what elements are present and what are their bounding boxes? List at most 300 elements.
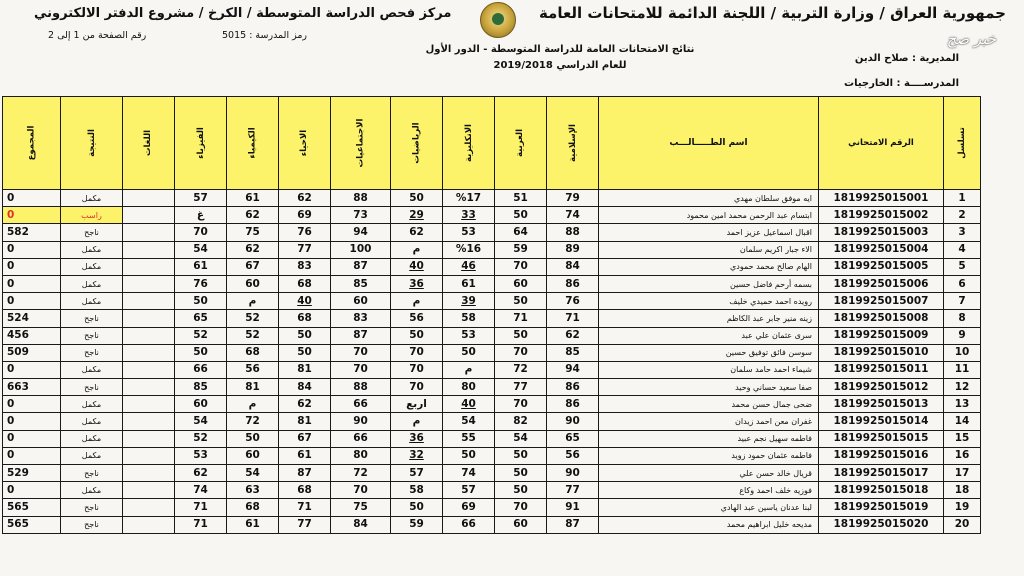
cell-physics: 50 [175,293,227,310]
cell-languages [123,207,175,224]
cell-result: ناجح [61,310,123,327]
cell-languages [123,344,175,361]
col-header-exam-no: الرقم الامتحاني [819,97,944,190]
cell-english: 33 [443,207,495,224]
ministry-heading: جمهورية العراق / وزارة التربية / اللجنة الدائمة للامتحانات العامة [538,4,1006,22]
cell-chemistry: 52 [227,310,279,327]
cell-math: 40 [391,258,443,275]
cell-result: ناجح [61,465,123,482]
cell-english: 69 [443,499,495,516]
cell-physics: 71 [175,516,227,533]
cell-islamic: 76 [547,293,599,310]
cell-exam-no: 1819925015010 [819,344,944,361]
cell-islamic: 86 [547,396,599,413]
cell-exam-no: 1819925015012 [819,379,944,396]
cell-serial: 15 [944,430,981,447]
col-header-name: اسم الطـــــالـــب [599,97,819,190]
cell-physics: 70 [175,224,227,241]
cell-islamic: 86 [547,275,599,292]
cell-serial: 12 [944,379,981,396]
cell-social: 83 [331,310,391,327]
cell-math: 50 [391,327,443,344]
cell-result: ناجح [61,379,123,396]
cell-english: %16 [443,241,495,258]
cell-exam-no: 1819925015018 [819,482,944,499]
cell-english: 53 [443,224,495,241]
cell-total: 0 [3,258,61,275]
cell-social: 87 [331,327,391,344]
cell-result: مكمل [61,482,123,499]
cell-result: مكمل [61,396,123,413]
cell-english: 66 [443,516,495,533]
cell-chemistry: 68 [227,344,279,361]
cell-english: م [443,361,495,378]
cell-islamic: 84 [547,258,599,275]
cell-name: اقبال اسماعيل عزيز احمد [599,224,819,241]
cell-islamic: 79 [547,190,599,207]
cell-total: 663 [3,379,61,396]
cell-arabic: 70 [495,344,547,361]
cell-english: 50 [443,344,495,361]
cell-physics: 50 [175,344,227,361]
cell-languages [123,379,175,396]
cell-total: 509 [3,344,61,361]
table-row [3,482,981,499]
cell-biology: 87 [279,465,331,482]
cell-physics: 74 [175,482,227,499]
cell-total: 0 [3,361,61,378]
cell-total: 524 [3,310,61,327]
cell-english: 50 [443,447,495,464]
cell-name: ايه موفق سلطان مهدي [599,190,819,207]
cell-biology: 77 [279,241,331,258]
cell-exam-no: 1819925015013 [819,396,944,413]
cell-chemistry: 63 [227,482,279,499]
col-header-english: الانكليزية [443,97,495,190]
cell-biology: 71 [279,499,331,516]
cell-islamic: 91 [547,499,599,516]
col-header-physics: الفيزياء [175,97,227,190]
cell-english: 58 [443,310,495,327]
cell-math: م [391,241,443,258]
cell-chemistry: 62 [227,207,279,224]
col-header-biology: الاحياء [279,97,331,190]
cell-serial: 11 [944,361,981,378]
cell-physics: 61 [175,258,227,275]
table-row [3,190,981,207]
cell-chemistry: 61 [227,190,279,207]
cell-islamic: 89 [547,241,599,258]
cell-exam-no: 1819925015014 [819,413,944,430]
school-code: رمز المدرسة : 5015 [222,30,308,41]
cell-islamic: 71 [547,310,599,327]
cell-languages [123,224,175,241]
cell-chemistry: 56 [227,361,279,378]
cell-english: 40 [443,396,495,413]
cell-social: 66 [331,430,391,447]
cell-islamic: 86 [547,379,599,396]
cell-math: 29 [391,207,443,224]
cell-total: 0 [3,413,61,430]
cell-name: فاطمه عثمان حمود زويد [599,447,819,464]
cell-arabic: 59 [495,241,547,258]
cell-arabic: 70 [495,499,547,516]
col-header-islamic: الإسلامية [547,97,599,190]
table-row [3,224,981,241]
cell-serial: 7 [944,293,981,310]
cell-social: 70 [331,482,391,499]
table-row [3,258,981,275]
cell-total: 0 [3,447,61,464]
cell-languages [123,447,175,464]
cell-social: 88 [331,190,391,207]
cell-physics: 71 [175,499,227,516]
cell-languages [123,413,175,430]
cell-serial: 5 [944,258,981,275]
col-header-math: الرياضيات [391,97,443,190]
cell-serial: 18 [944,482,981,499]
cell-result: ناجح [61,516,123,533]
cell-arabic: 60 [495,516,547,533]
cell-serial: 17 [944,465,981,482]
cell-name: قريال خالد حسن علي [599,465,819,482]
cell-exam-no: 1819925015015 [819,430,944,447]
cell-islamic: 56 [547,447,599,464]
cell-math: م [391,293,443,310]
cell-social: 90 [331,413,391,430]
cell-arabic: 54 [495,430,547,447]
cell-arabic: 82 [495,413,547,430]
cell-languages [123,465,175,482]
cell-total: 582 [3,224,61,241]
cell-chemistry: 75 [227,224,279,241]
cell-name: لبنا عدنان ياسين عبد الهادي [599,499,819,516]
cell-arabic: 50 [495,482,547,499]
cell-social: 75 [331,499,391,516]
table-row [3,344,981,361]
directorate-label: المديرية : صلاح الدين [854,53,959,64]
cell-islamic: 88 [547,224,599,241]
cell-biology: 62 [279,396,331,413]
cell-total: 0 [3,482,61,499]
table-row [3,430,981,447]
cell-islamic: 94 [547,361,599,378]
cell-chemistry: م [227,293,279,310]
cell-result: مكمل [61,293,123,310]
cell-name: سوسن فائق توفيق حسين [599,344,819,361]
cell-result: مكمل [61,361,123,378]
cell-exam-no: 1819925015020 [819,516,944,533]
cell-math: 62 [391,224,443,241]
cell-english: 61 [443,275,495,292]
table-header-row [3,97,981,190]
cell-biology: 69 [279,207,331,224]
table-row [3,310,981,327]
table-row [3,447,981,464]
cell-serial: 8 [944,310,981,327]
cell-biology: 68 [279,310,331,327]
table-row [3,293,981,310]
academic-year: للعام الدراسي 2019/2018 [493,60,627,71]
cell-english: 39 [443,293,495,310]
cell-chemistry: 81 [227,379,279,396]
cell-name: رويده احمد حميدي خليف [599,293,819,310]
cell-arabic: 70 [495,396,547,413]
cell-arabic: 50 [495,207,547,224]
cell-physics: 53 [175,447,227,464]
cell-total: 565 [3,499,61,516]
cell-islamic: 90 [547,465,599,482]
page-info: رقم الصفحة من 1 إلى 2 [48,30,147,41]
cell-chemistry: م [227,396,279,413]
cell-math: 70 [391,344,443,361]
cell-biology: 50 [279,327,331,344]
cell-arabic: 71 [495,310,547,327]
cell-biology: 77 [279,516,331,533]
cell-exam-no: 1819925015008 [819,310,944,327]
cell-physics: 57 [175,190,227,207]
cell-social: 88 [331,379,391,396]
col-header-social: الاجتماعيات [331,97,391,190]
cell-serial: 19 [944,499,981,516]
cell-chemistry: 50 [227,430,279,447]
cell-physics: 54 [175,413,227,430]
table-row [3,241,981,258]
cell-result: مكمل [61,413,123,430]
cell-arabic: 70 [495,258,547,275]
cell-chemistry: 67 [227,258,279,275]
cell-result: ناجح [61,344,123,361]
cell-exam-no: 1819925015017 [819,465,944,482]
cell-name: فوزيه خلف احمد وكاع [599,482,819,499]
cell-math: 70 [391,379,443,396]
cell-chemistry: 61 [227,516,279,533]
cell-languages [123,293,175,310]
cell-result: مكمل [61,190,123,207]
cell-islamic: 90 [547,413,599,430]
cell-exam-no: 1819925015006 [819,275,944,292]
cell-english: 74 [443,465,495,482]
cell-exam-no: 1819925015016 [819,447,944,464]
cell-social: 73 [331,207,391,224]
table-row [3,396,981,413]
watermark: خبر صح [946,30,996,48]
cell-islamic: 77 [547,482,599,499]
cell-social: 66 [331,396,391,413]
cell-exam-no: 1819925015011 [819,361,944,378]
cell-english: 57 [443,482,495,499]
cell-result: مكمل [61,258,123,275]
col-header-total: المجموع [3,97,61,190]
cell-serial: 1 [944,190,981,207]
cell-chemistry: 68 [227,499,279,516]
results-table [2,96,981,534]
cell-total: 0 [3,396,61,413]
cell-math: 50 [391,190,443,207]
cell-name: غفران معن احمد زيدان [599,413,819,430]
cell-arabic: 50 [495,293,547,310]
cell-serial: 3 [944,224,981,241]
cell-exam-no: 1819925015004 [819,241,944,258]
cell-arabic: 60 [495,275,547,292]
cell-biology: 40 [279,293,331,310]
cell-name: ابتسام عبد الرحمن محمد امين محمود [599,207,819,224]
cell-exam-no: 1819925015001 [819,190,944,207]
cell-biology: 68 [279,482,331,499]
cell-chemistry: 52 [227,327,279,344]
cell-exam-no: 1819925015003 [819,224,944,241]
table-row [3,361,981,378]
cell-name: مديحه خليل ابراهيم محمد [599,516,819,533]
cell-physics: 52 [175,430,227,447]
cell-total: 0 [3,430,61,447]
cell-name: بسمه أرحم فاضل حسين [599,275,819,292]
table-row [3,275,981,292]
cell-physics: 60 [175,396,227,413]
cell-name: فاطمه سهيل نجم عبيد [599,430,819,447]
cell-result: راسب [61,207,123,224]
cell-total: 0 [3,275,61,292]
cell-english: 80 [443,379,495,396]
cell-arabic: 50 [495,465,547,482]
cell-math: 56 [391,310,443,327]
cell-result: مكمل [61,447,123,464]
cell-name: الاء جبار اكريم سلمان [599,241,819,258]
cell-name: سرى عثمان علي عبد [599,327,819,344]
table-row [3,379,981,396]
cell-social: 70 [331,344,391,361]
cell-total: 456 [3,327,61,344]
cell-english: 53 [443,327,495,344]
cell-result: مكمل [61,241,123,258]
col-header-serial: تسلسل [944,97,981,190]
cell-languages [123,361,175,378]
cell-physics: 85 [175,379,227,396]
cell-arabic: 72 [495,361,547,378]
cell-total: 0 [3,293,61,310]
cell-result: ناجح [61,327,123,344]
cell-islamic: 87 [547,516,599,533]
cell-islamic: 62 [547,327,599,344]
cell-serial: 2 [944,207,981,224]
cell-exam-no: 1819925015019 [819,499,944,516]
cell-serial: 10 [944,344,981,361]
cell-languages [123,258,175,275]
cell-result: ناجح [61,224,123,241]
cell-exam-no: 1819925015009 [819,327,944,344]
col-header-arabic: العربية [495,97,547,190]
cell-english: 55 [443,430,495,447]
cell-serial: 6 [944,275,981,292]
cell-english: 54 [443,413,495,430]
cell-physics: 66 [175,361,227,378]
table-row [3,516,981,533]
cell-islamic: 85 [547,344,599,361]
cell-social: 60 [331,293,391,310]
cell-biology: 62 [279,190,331,207]
cell-arabic: 77 [495,379,547,396]
cell-social: 70 [331,361,391,378]
col-header-languages: اللغات [123,97,175,190]
cell-social: 85 [331,275,391,292]
cell-biology: 68 [279,275,331,292]
col-header-chemistry: الكيمياء [227,97,279,190]
cell-languages [123,430,175,447]
cell-name: شيماء احمد حامد سلمان [599,361,819,378]
cell-languages [123,310,175,327]
cell-math: 59 [391,516,443,533]
center-heading: مركز فحص الدراسة المتوسطة / الكرخ / مشروع الدفتر الالكتروني [34,6,452,21]
cell-exam-no: 1819925015002 [819,207,944,224]
cell-chemistry: 60 [227,447,279,464]
cell-chemistry: 54 [227,465,279,482]
cell-languages [123,327,175,344]
cell-physics: غ [175,207,227,224]
cell-math: 57 [391,465,443,482]
cell-biology: 50 [279,344,331,361]
cell-social: 87 [331,258,391,275]
ministry-logo [480,2,516,38]
school-label: المدرســــة : الخارجيات [844,78,959,89]
cell-total: 529 [3,465,61,482]
cell-languages [123,275,175,292]
cell-arabic: 64 [495,224,547,241]
cell-islamic: 65 [547,430,599,447]
cell-name: ضحى جمال حسن محمد [599,396,819,413]
cell-total: 0 [3,207,61,224]
cell-chemistry: 60 [227,275,279,292]
cell-social: 80 [331,447,391,464]
col-header-result: النتيجة [61,97,123,190]
cell-social: 100 [331,241,391,258]
cell-math: 36 [391,275,443,292]
cell-biology: 76 [279,224,331,241]
cell-math: اربع [391,396,443,413]
cell-physics: 52 [175,327,227,344]
cell-chemistry: 72 [227,413,279,430]
cell-result: مكمل [61,275,123,292]
cell-exam-no: 1819925015005 [819,258,944,275]
cell-social: 84 [331,516,391,533]
table-row [3,413,981,430]
cell-physics: 65 [175,310,227,327]
cell-islamic: 74 [547,207,599,224]
cell-arabic: 50 [495,327,547,344]
table-row [3,207,981,224]
cell-total: 565 [3,516,61,533]
cell-total: 0 [3,190,61,207]
cell-biology: 67 [279,430,331,447]
cell-serial: 4 [944,241,981,258]
cell-name: زينه منير جابر عبد الكاظم [599,310,819,327]
cell-biology: 81 [279,361,331,378]
cell-math: 36 [391,430,443,447]
cell-english: 46 [443,258,495,275]
table-row [3,499,981,516]
cell-name: صفا سعيد حساني وحيد [599,379,819,396]
cell-serial: 20 [944,516,981,533]
table-row [3,327,981,344]
cell-languages [123,499,175,516]
cell-biology: 61 [279,447,331,464]
cell-physics: 62 [175,465,227,482]
cell-chemistry: 62 [227,241,279,258]
cell-biology: 83 [279,258,331,275]
table-row [3,465,981,482]
cell-english: %17 [443,190,495,207]
cell-biology: 84 [279,379,331,396]
cell-physics: 76 [175,275,227,292]
